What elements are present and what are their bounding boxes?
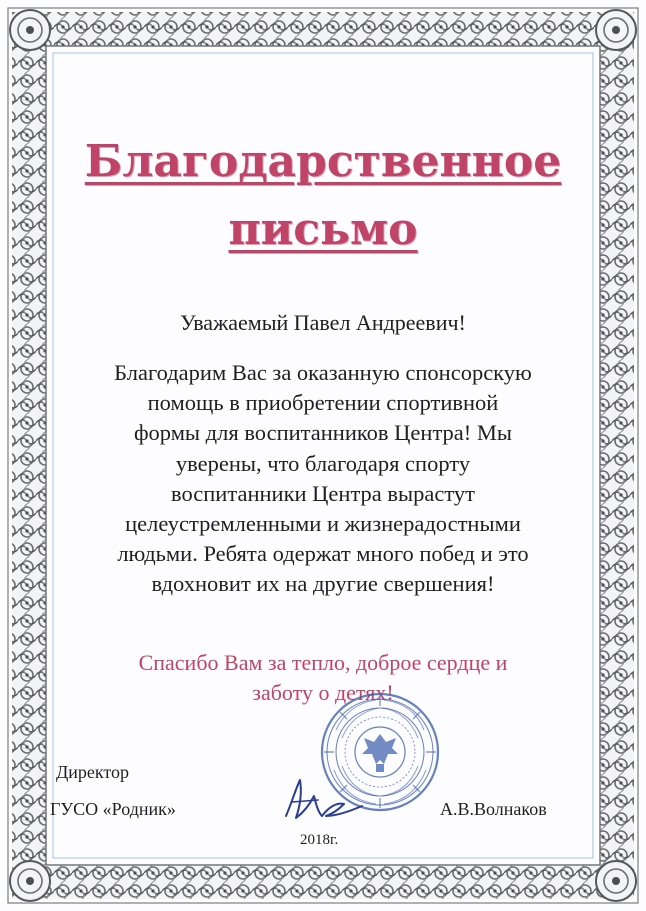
letter-year: 2018г. [300,832,339,848]
body-line: уверены, что благодаря спорту [175,450,471,476]
body-line: формы для воспитанников Центра! Мы [133,420,513,446]
title-line-1: Благодарственное [84,136,562,187]
letter-body [52,358,594,600]
body-line: вдохновит их на другие свершения! [151,571,495,597]
body-line: помощь в приобретении спортивной [147,390,499,416]
title-line-2: письмо [228,204,418,255]
signer-name: А.В.Волнаков [440,799,547,819]
body-line: Благодарим Вас за оказанную спонсорскую [114,360,532,385]
body-line: людьми. Ребята одержат много побед и это [117,541,529,567]
handwritten-signature-icon [278,772,368,828]
thanks-line: заботу о детях! [252,680,394,705]
greeting: Уважаемый Павел Андреевич! [180,310,466,335]
body-line: воспитанники Центра вырастут [171,480,475,506]
body-line: целеустремленными и жизнерадостными [125,511,521,537]
thanks-line: Спасибо Вам за тепло, доброе сердце и [138,650,508,675]
signer-position: Директор [56,762,130,782]
organization-name: ГУСО «Родник» [50,799,176,819]
